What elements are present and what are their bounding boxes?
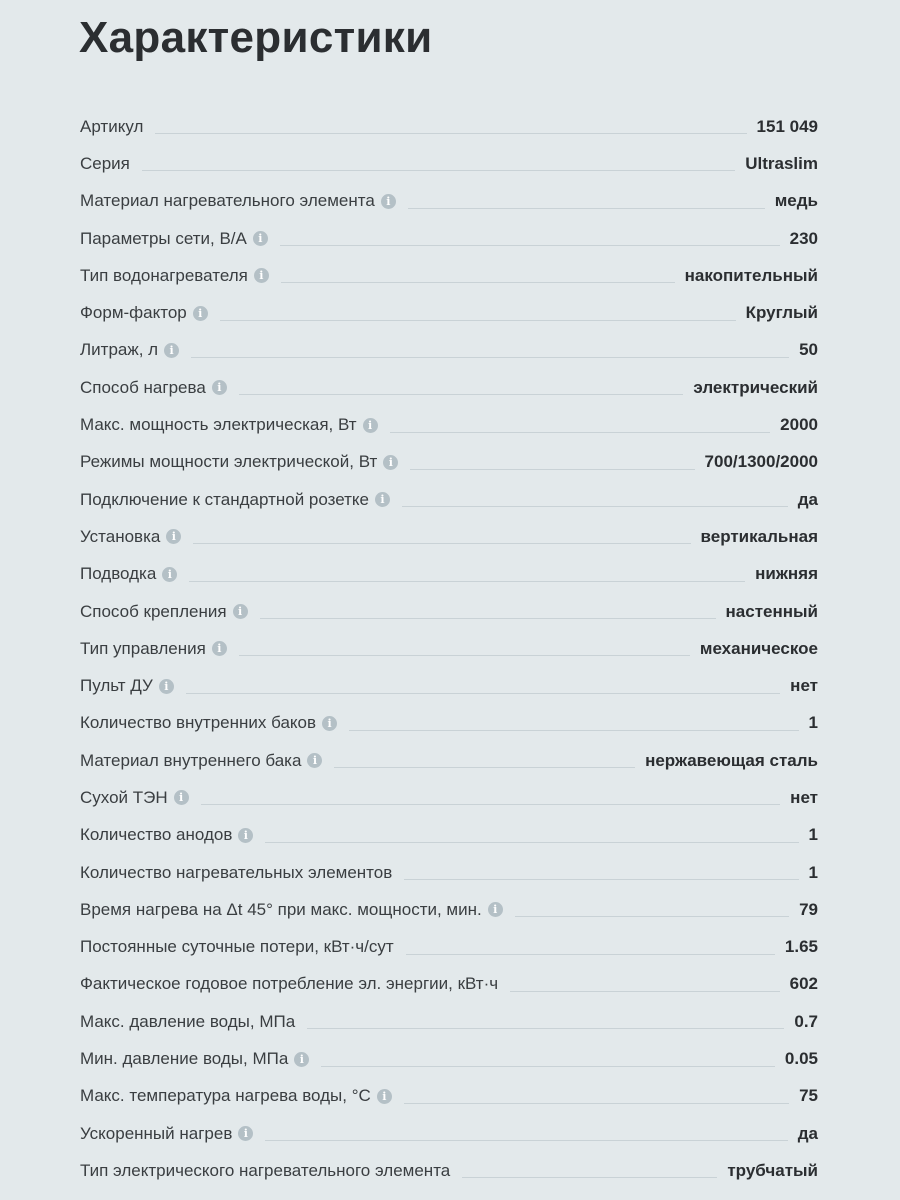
spec-label-text: Режимы мощности электрической, Вт	[80, 452, 378, 472]
leader-line	[265, 1130, 787, 1141]
info-icon[interactable]: i	[233, 604, 248, 619]
spec-label-text: Параметры сети, В/А	[80, 228, 247, 248]
spec-label	[80, 825, 253, 845]
leader-line	[349, 720, 798, 731]
spec-row	[80, 817, 818, 854]
spec-label	[80, 713, 337, 733]
spec-label	[80, 863, 392, 883]
spec-label	[80, 974, 498, 994]
leader-line	[390, 422, 771, 433]
spec-value: нет	[790, 676, 818, 696]
info-icon[interactable]: i	[322, 716, 337, 731]
info-icon[interactable]: i	[294, 1052, 309, 1067]
spec-row	[80, 891, 818, 928]
spec-value: 0.7	[794, 1011, 818, 1031]
leader-line	[260, 608, 716, 619]
spec-label-text: Способ нагрева	[80, 377, 206, 397]
spec-row	[80, 854, 818, 891]
spec-label-text: Серия	[80, 153, 130, 173]
leader-line	[239, 645, 690, 656]
spec-value: 1.65	[784, 937, 818, 957]
leader-line	[155, 123, 746, 134]
info-icon[interactable]: i	[162, 567, 177, 582]
info-icon[interactable]: i	[212, 380, 227, 395]
info-icon[interactable]: i	[307, 753, 322, 768]
spec-row	[80, 1115, 818, 1152]
info-icon[interactable]: i	[164, 343, 179, 358]
spec-label-text: Тип управления	[80, 638, 206, 658]
info-icon[interactable]: i	[166, 529, 181, 544]
leader-line	[402, 496, 788, 507]
leader-line	[239, 384, 684, 395]
spec-value: 79	[799, 899, 818, 919]
info-icon[interactable]: i	[159, 679, 174, 694]
spec-label	[80, 937, 394, 957]
spec-label-text: Количество внутренних баков	[80, 713, 317, 733]
spec-row	[80, 332, 818, 369]
leader-line	[307, 1018, 784, 1029]
spec-label-text: Тип электрического нагревательного элемента	[80, 1160, 451, 1180]
spec-label	[80, 1049, 309, 1069]
spec-row	[80, 556, 818, 593]
spec-row	[80, 444, 818, 481]
spec-value: да	[797, 489, 818, 509]
spec-value: накопительный	[684, 265, 818, 285]
leader-line	[186, 683, 780, 694]
spec-value: нержавеющая сталь	[645, 750, 818, 770]
spec-value: настенный	[725, 601, 818, 621]
spec-label-text: Время нагрева на Δt 45° при макс. мощности, мин.	[80, 899, 482, 919]
spec-label	[80, 378, 227, 398]
info-icon[interactable]: i	[363, 418, 378, 433]
leader-line	[189, 571, 745, 582]
spec-label-text: Фактическое годовое потребление эл. энергии, кВт·ч	[80, 974, 499, 994]
spec-label	[80, 1086, 392, 1106]
leader-line	[404, 869, 798, 880]
leader-line	[191, 347, 789, 358]
spec-label	[80, 564, 177, 584]
spec-row	[80, 220, 818, 257]
spec-label	[80, 266, 269, 286]
info-icon[interactable]: i	[383, 455, 398, 470]
spec-value: 151 049	[756, 116, 818, 136]
info-icon[interactable]: i	[377, 1089, 392, 1104]
spec-row	[80, 966, 818, 1003]
spec-value: 50	[799, 340, 818, 360]
spec-value: 230	[789, 228, 818, 248]
spec-value: Ultraslim	[745, 153, 818, 173]
spec-value: трубчатый	[727, 1160, 818, 1180]
spec-label-text: Подводка	[80, 564, 157, 584]
spec-value: механическое	[699, 638, 818, 658]
spec-label-text: Материал нагревательного элемента	[80, 191, 375, 211]
spec-value: 2000	[780, 415, 818, 435]
spec-label-text: Ускоренный нагрев	[80, 1123, 233, 1143]
info-icon[interactable]: i	[174, 790, 189, 805]
spec-value: 1	[808, 862, 818, 882]
spec-label-text: Мин. давление воды, МПа	[80, 1049, 289, 1069]
spec-row	[80, 1003, 818, 1040]
spec-row	[80, 369, 818, 406]
spec-label-text: Тип водонагревателя	[80, 265, 248, 285]
spec-label-text: Способ крепления	[80, 601, 227, 621]
spec-label	[80, 639, 227, 659]
spec-value: Круглый	[745, 303, 818, 323]
spec-row	[80, 593, 818, 630]
page-title: Характеристики	[79, 13, 433, 62]
spec-value: да	[797, 1123, 818, 1143]
spec-label	[80, 1124, 253, 1144]
spec-row	[80, 929, 818, 966]
leader-line	[408, 198, 765, 209]
info-icon[interactable]: i	[238, 828, 253, 843]
info-icon[interactable]: i	[212, 641, 227, 656]
spec-label	[80, 1012, 295, 1032]
spec-row	[80, 705, 818, 742]
spec-label	[80, 340, 179, 360]
spec-row	[80, 518, 818, 555]
spec-label	[80, 415, 378, 435]
info-icon[interactable]: i	[488, 902, 503, 917]
leader-line	[410, 459, 694, 470]
leader-line	[142, 160, 735, 171]
spec-row	[80, 779, 818, 816]
spec-value: 700/1300/2000	[704, 452, 818, 472]
spec-label	[80, 452, 398, 472]
spec-row	[80, 481, 818, 518]
leader-line	[406, 944, 775, 955]
spec-label	[80, 229, 268, 249]
spec-row	[80, 183, 818, 220]
info-icon[interactable]: i	[193, 306, 208, 321]
spec-label	[80, 490, 390, 510]
spec-value: 602	[789, 974, 818, 994]
spec-label	[80, 117, 143, 137]
spec-row	[80, 1040, 818, 1077]
leader-line	[515, 906, 789, 917]
leader-line	[220, 310, 736, 321]
spec-row	[80, 257, 818, 294]
spec-label-text: Материал внутреннего бака	[80, 750, 302, 770]
spec-label	[80, 676, 174, 696]
spec-label-text: Пульт ДУ	[80, 676, 153, 696]
leader-line	[193, 533, 690, 544]
spec-label-text: Макс. давление воды, МПа	[80, 1011, 296, 1031]
spec-row	[80, 742, 818, 779]
spec-label-text: Сухой ТЭН	[80, 787, 168, 807]
spec-label-text: Количество анодов	[80, 825, 233, 845]
leader-line	[265, 832, 798, 843]
spec-row	[80, 1152, 818, 1189]
leader-line	[334, 757, 635, 768]
spec-value: 1	[808, 825, 818, 845]
spec-label	[80, 154, 130, 174]
spec-value: 75	[799, 1086, 818, 1106]
spec-label	[80, 527, 181, 547]
spec-label	[80, 788, 189, 808]
spec-row	[80, 108, 818, 145]
spec-row	[80, 667, 818, 704]
info-icon[interactable]: i	[253, 231, 268, 246]
leader-line	[281, 272, 675, 283]
spec-label	[80, 900, 503, 920]
spec-label-text: Подключение к стандартной розетке	[80, 489, 369, 509]
spec-value: медь	[774, 191, 818, 211]
spec-label-text: Установка	[80, 526, 161, 546]
spec-label-text: Артикул	[80, 116, 144, 136]
leader-line	[201, 794, 781, 805]
leader-line	[462, 1167, 717, 1178]
info-icon[interactable]: i	[375, 492, 390, 507]
spec-value: электрический	[693, 377, 818, 397]
spec-label-text: Количество нагревательных элементов	[80, 862, 393, 882]
spec-row	[80, 630, 818, 667]
spec-value: вертикальная	[700, 526, 818, 546]
spec-label-text: Макс. температура нагрева воды, °С	[80, 1086, 371, 1106]
spec-value: 1	[808, 713, 818, 733]
leader-line	[280, 235, 780, 246]
spec-row	[80, 406, 818, 443]
spec-label	[80, 1161, 450, 1181]
spec-label	[80, 602, 248, 622]
spec-row	[80, 1078, 818, 1115]
specs-list	[80, 108, 818, 1190]
info-icon[interactable]: i	[254, 268, 269, 283]
spec-value: нижняя	[755, 564, 818, 584]
spec-label	[80, 191, 396, 211]
spec-label	[80, 751, 322, 771]
spec-label-text: Макс. мощность электрическая, Вт	[80, 415, 357, 435]
spec-label-text: Литраж, л	[80, 340, 159, 360]
spec-label	[80, 303, 208, 323]
spec-value: 0.05	[784, 1049, 818, 1069]
leader-line	[510, 981, 780, 992]
info-icon[interactable]: i	[381, 194, 396, 209]
spec-row	[80, 294, 818, 331]
info-icon[interactable]: i	[238, 1126, 253, 1141]
spec-row	[80, 145, 818, 182]
spec-value: нет	[790, 787, 818, 807]
leader-line	[404, 1093, 789, 1104]
spec-label-text: Форм-фактор	[80, 303, 187, 323]
leader-line	[321, 1056, 775, 1067]
spec-label-text: Постоянные суточные потери, кВт·ч/сут	[80, 937, 394, 957]
